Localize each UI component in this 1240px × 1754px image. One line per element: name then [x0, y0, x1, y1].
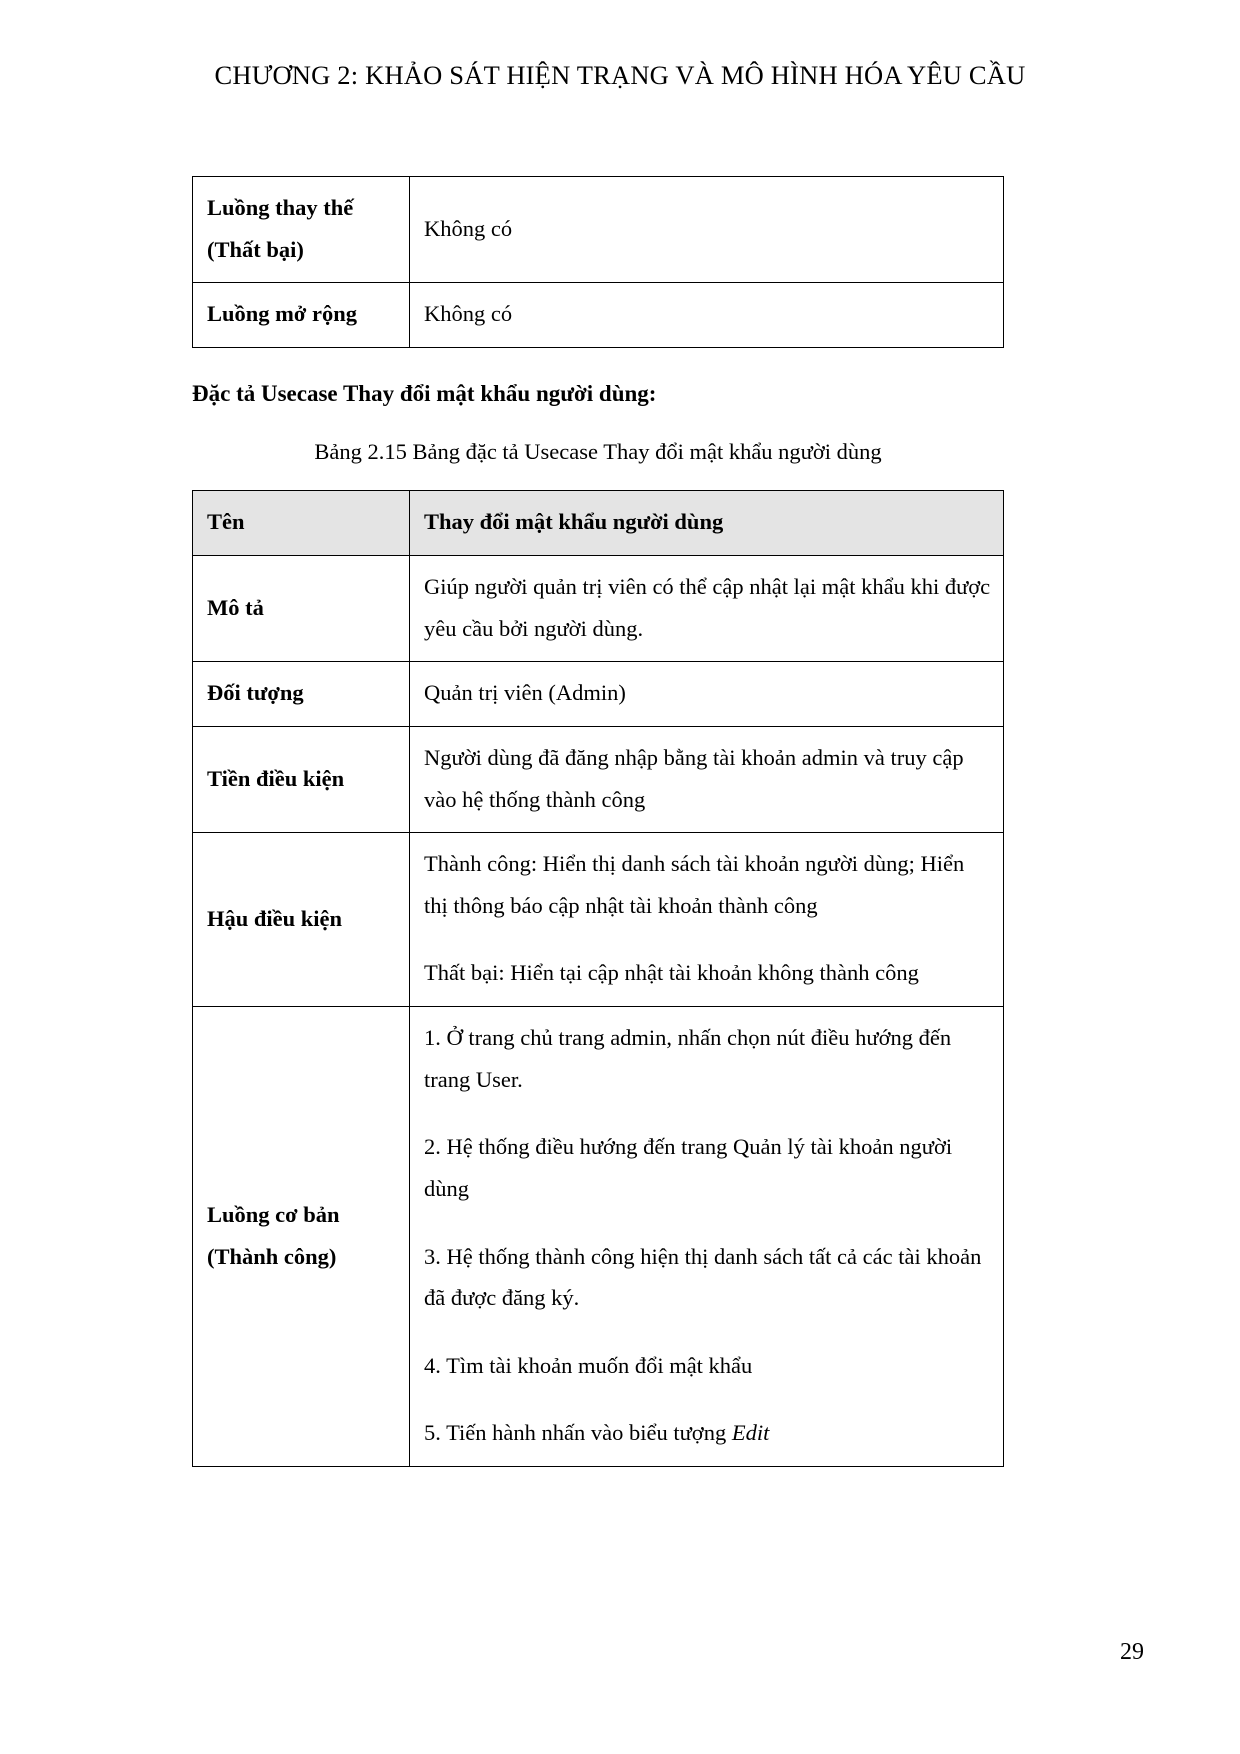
row-label-tien-dieu-kien: Tiền điều kiện	[193, 726, 410, 832]
page-content	[192, 176, 1004, 1467]
section-heading: Đặc tả Usecase Thay đổi mật khẩu người dùng:	[192, 380, 657, 406]
row-value-luong-thay-the: Không có	[410, 177, 1004, 283]
label-line-1: Luồng cơ bản	[207, 1201, 340, 1227]
row-label-mo-ta: Mô tả	[193, 556, 410, 662]
step-1: 1. Ở trang chủ trang admin, nhấn chọn nút điều hướng đến trang User.	[424, 1025, 952, 1092]
table-alternate-flows	[192, 176, 1004, 348]
table-row	[193, 833, 1004, 1007]
label-line-2: (Thất bại)	[207, 236, 304, 262]
step-3: 3. Hệ thống thành công hiện thị danh sách tất cả các tài khoản đã được đăng ký.	[424, 1243, 982, 1311]
step-2: 2. Hệ thống điều hướng đến trang Quản lý tài khoản người dùng	[424, 1134, 953, 1201]
paragraph: Thành công: Hiển thị danh sách tài khoản người dùng; Hiển thị thông báo cập nhật tài khoản thành công	[424, 851, 965, 918]
table-header-row	[193, 491, 1004, 556]
row-label-luong-thay-the	[193, 177, 410, 283]
table-caption: Bảng 2.15 Bảng đặc tả Usecase Thay đổi mật khẩu người dùng	[314, 438, 882, 464]
header-label-ten: Tên	[193, 491, 410, 556]
step-5	[424, 1412, 991, 1454]
table-row	[193, 556, 1004, 662]
row-label-luong-co-ban	[193, 1007, 410, 1467]
row-value-mo-ta	[410, 556, 1004, 662]
table-row	[193, 283, 1004, 348]
paragraph: Giúp người quản trị viên có thể cập nhật lại mật khẩu khi được yêu cầu bởi người dùng.	[424, 574, 991, 641]
step-5-text: 5. Tiến hành nhấn vào biểu tượng	[424, 1420, 732, 1446]
running-head: CHƯƠNG 2: KHẢO SÁT HIỆN TRẠNG VÀ MÔ HÌNH HÓA YÊU CẦU	[214, 60, 1026, 90]
paragraph: Thất bại: Hiển tại cập nhật tài khoản không thành công	[424, 960, 919, 986]
step-4: 4. Tìm tài khoản muốn đổi mật khẩu	[424, 1352, 753, 1378]
row-value-hau-dieu-kien	[410, 833, 1004, 1007]
table-usecase-change-password	[192, 490, 1004, 1467]
table-row	[193, 662, 1004, 727]
row-value-luong-mo-rong: Không có	[410, 283, 1004, 348]
header-value-usecase-name: Thay đổi mật khẩu người dùng	[410, 491, 1004, 556]
row-label-luong-mo-rong: Luồng mở rộng	[193, 283, 410, 348]
row-label-doi-tuong: Đối tượng	[193, 662, 410, 727]
label-line-1: Luồng thay thế	[207, 195, 354, 220]
paragraph: Người dùng đã đăng nhập bằng tài khoản admin và truy cập vào hệ thống thành công	[424, 744, 964, 812]
row-label-hau-dieu-kien: Hậu điều kiện	[193, 833, 410, 1007]
label-line-2: (Thành công)	[207, 1243, 337, 1269]
page-number: 29	[1120, 1639, 1144, 1665]
table-row	[193, 726, 1004, 832]
row-value-tien-dieu-kien	[410, 726, 1004, 832]
row-value-doi-tuong	[410, 662, 1004, 727]
table-row	[193, 1007, 1004, 1467]
paragraph: Quản trị viên (Admin)	[424, 680, 626, 706]
step-5-emphasis: Edit	[731, 1420, 770, 1446]
table-row	[193, 177, 1004, 283]
row-value-luong-co-ban	[410, 1007, 1004, 1467]
